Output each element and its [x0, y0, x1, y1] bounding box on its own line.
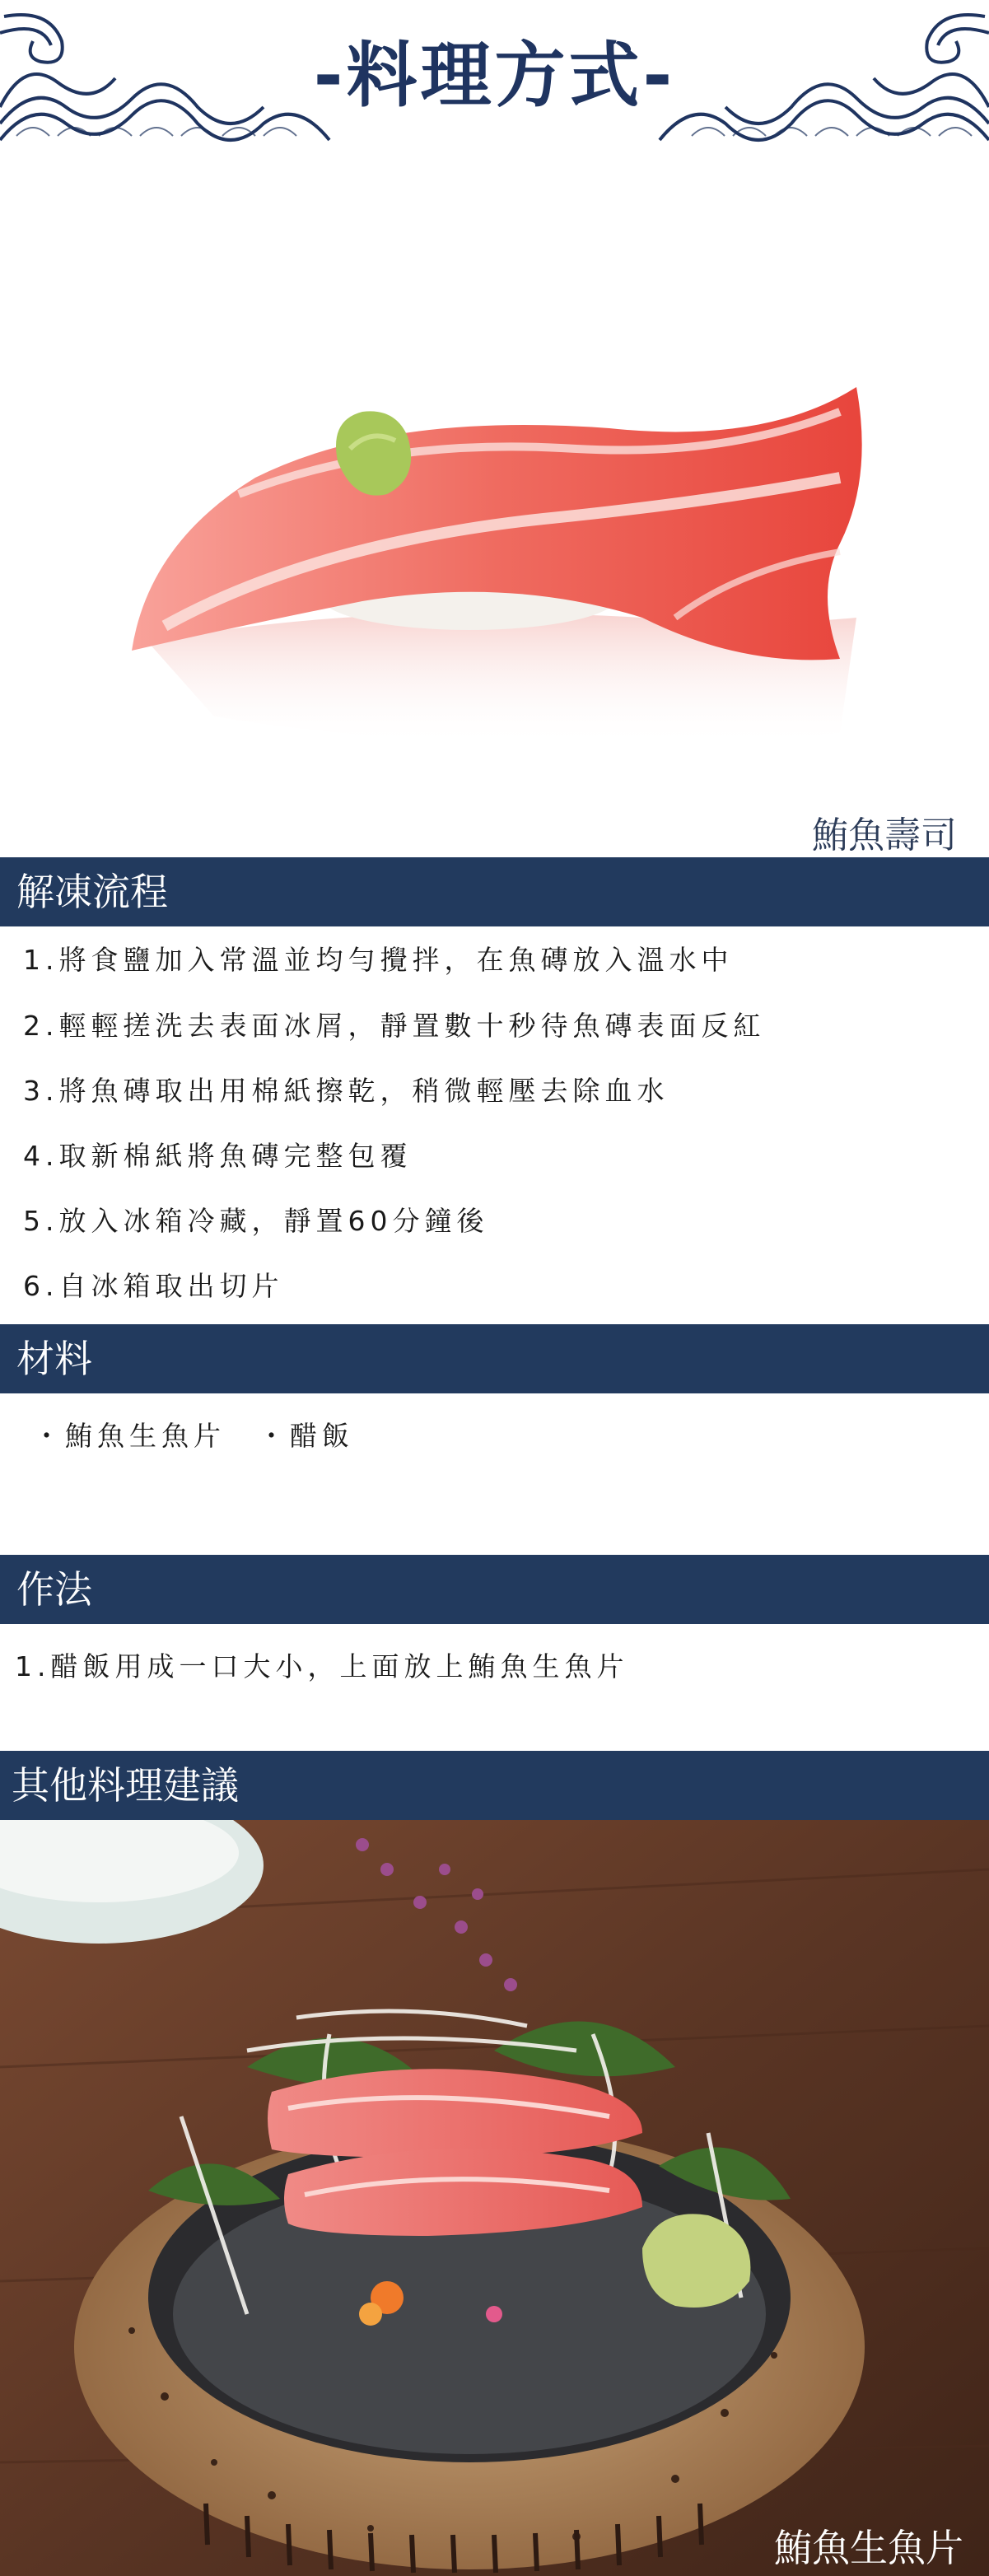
tuna-sushi-image [115, 272, 889, 766]
thaw-step: 1.將食鹽加入常溫並均勻攪拌，在魚磚放入溫水中 [23, 944, 734, 976]
section-heading-other: 其他料理建議 [0, 1751, 989, 1820]
thaw-step: 2.輕輕搓洗去表面冰屑，靜置數十秒待魚磚表面反紅 [23, 1010, 766, 1042]
thaw-step: 3.將魚磚取出用棉紙擦乾，稍微輕壓去除血水 [23, 1075, 669, 1107]
thaw-step: 5.放入冰箱冷藏，靜置60分鐘後 [23, 1205, 489, 1237]
section-heading-materials: 材料 [0, 1324, 989, 1393]
section-heading-thaw: 解凍流程 [0, 857, 989, 926]
tuna-sashimi-image [0, 1820, 989, 2576]
sushi-caption: 鮪魚壽司 [812, 814, 957, 856]
page-header [0, 0, 989, 147]
materials-list: ・鮪魚生魚片 ・醋飯 [33, 1420, 354, 1452]
page-title: -料理方式- [313, 35, 676, 117]
sashimi-caption: 鮪魚生魚片 [774, 2526, 963, 2570]
thaw-step: 4.取新棉紙將魚磚完整包覆 [23, 1140, 413, 1172]
section-heading-method: 作法 [0, 1555, 989, 1624]
method-step: 1.醋飯用成一口大小，上面放上鮪魚生魚片 [15, 1650, 629, 1682]
thaw-step: 6.自冰箱取出切片 [23, 1270, 284, 1302]
